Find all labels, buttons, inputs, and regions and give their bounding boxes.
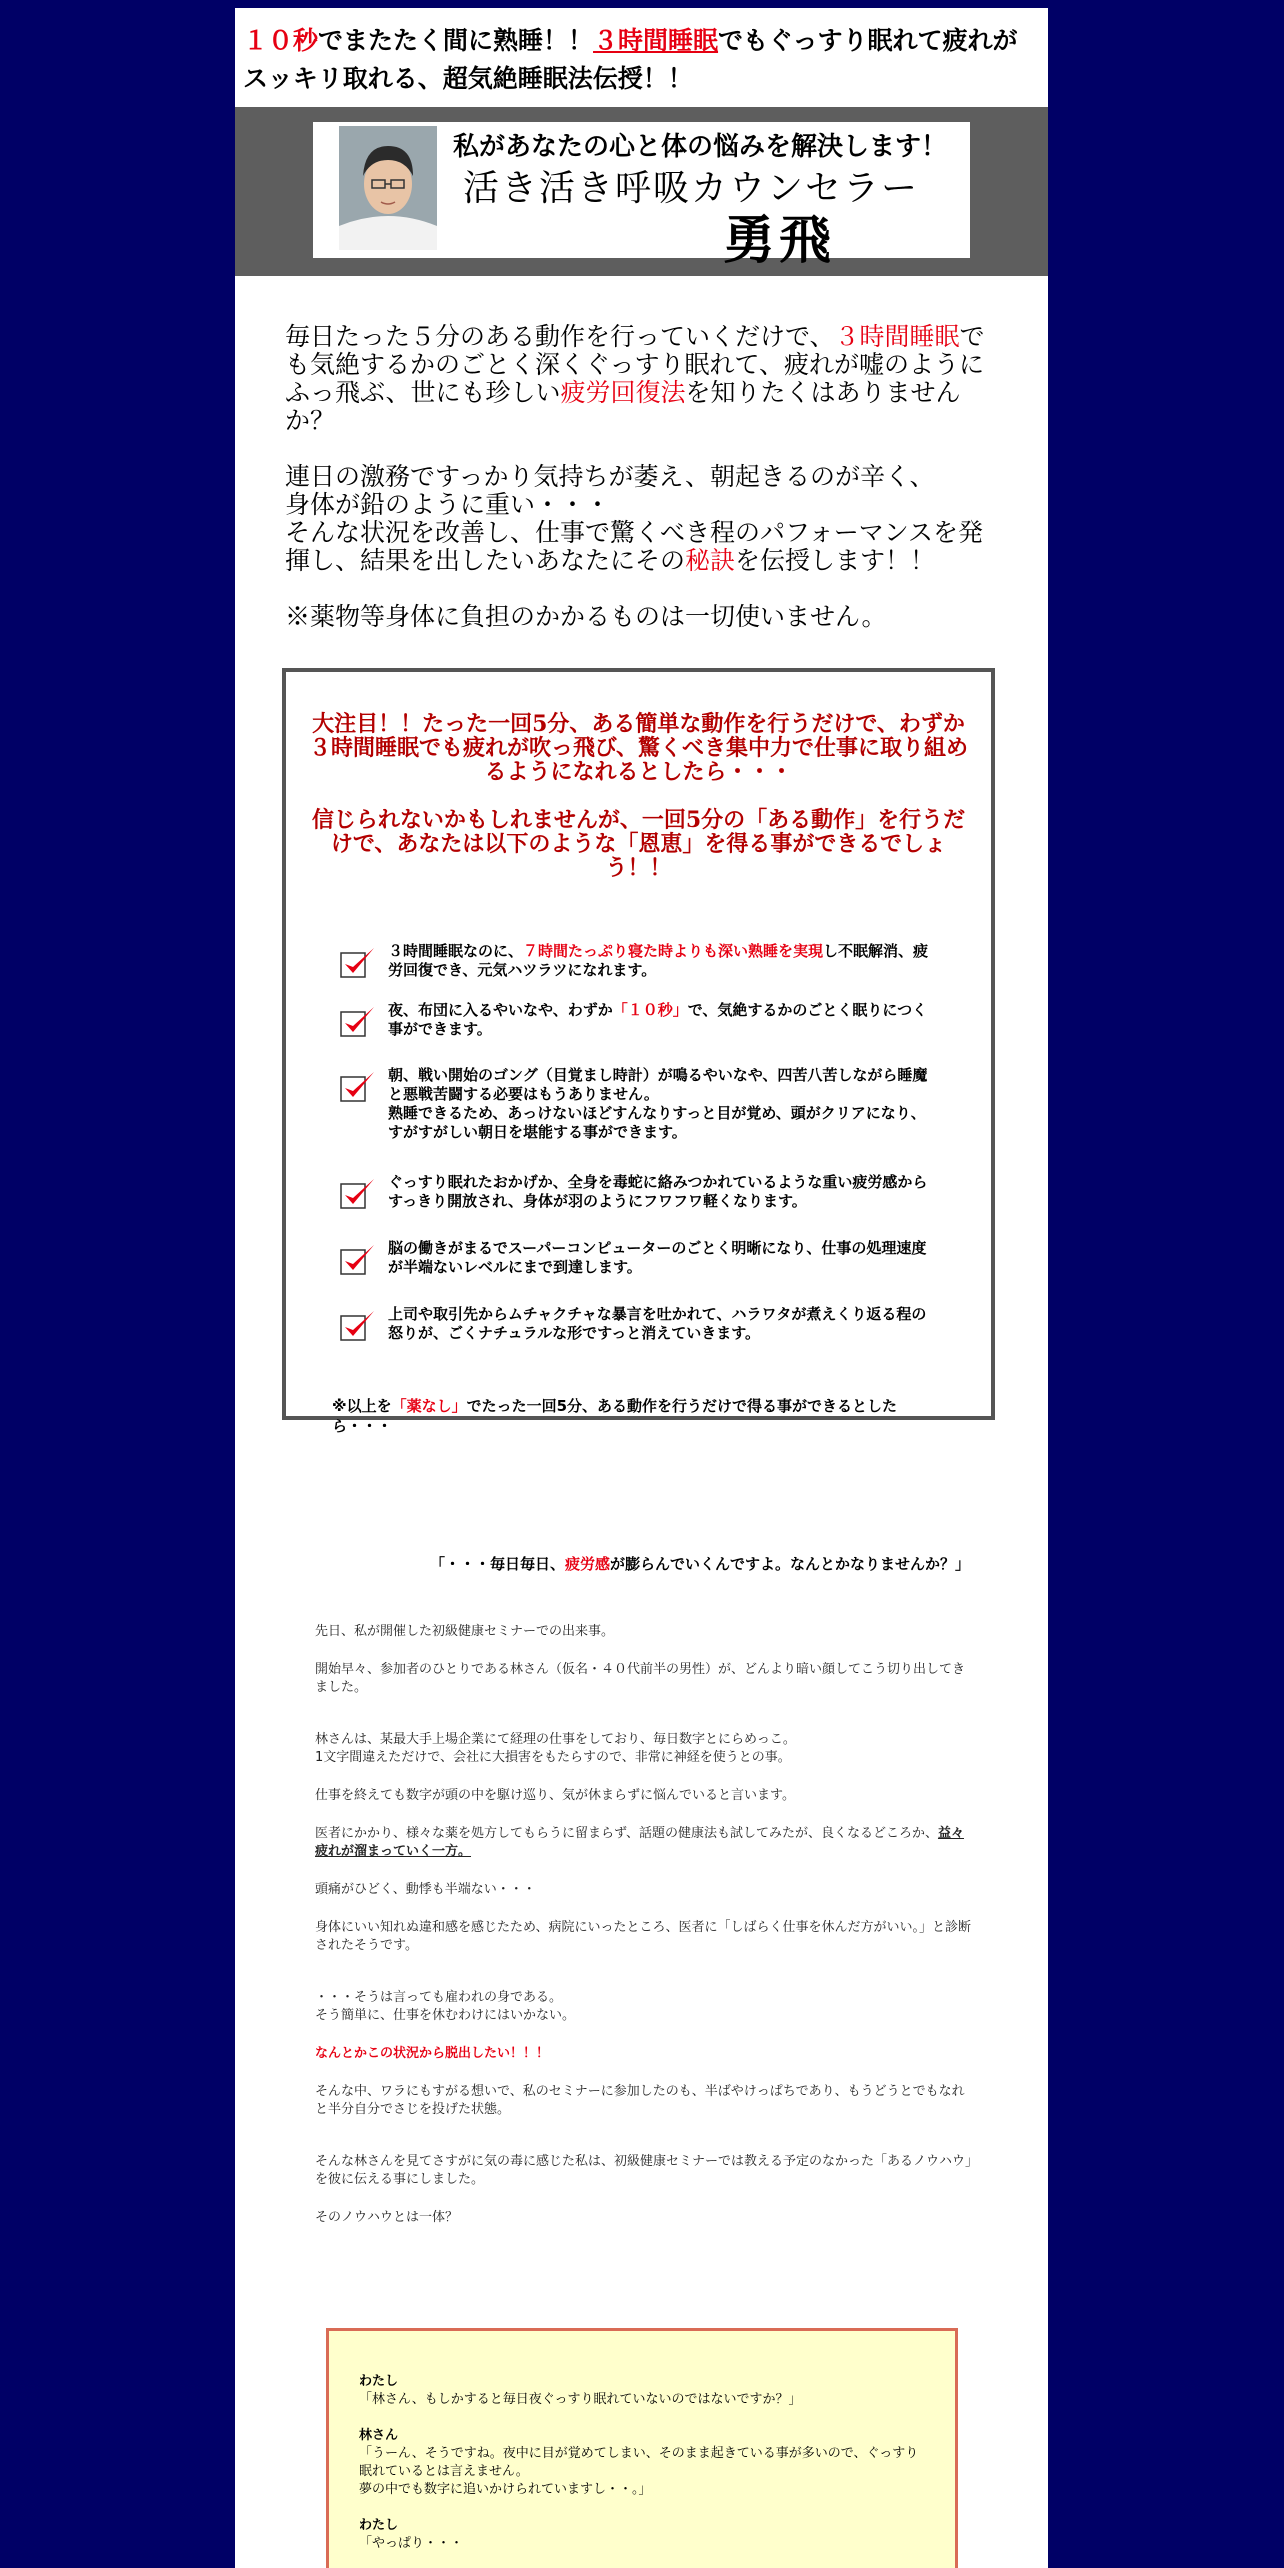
benefits-heading-2: 信じられないかもしれませんが、一回5分の「ある動作」を行うだけで、あなたは以下のような「恩恵」を得る事ができるでしょう！！ <box>311 807 966 881</box>
dialog-turn <box>359 2373 925 2409</box>
banner <box>313 122 970 271</box>
story-paragraph: 開始早々、参加者のひとりである林さん（仮名・４０代前半の男性）が、どんより暗い顔してこう切り出してきました。 <box>315 1662 966 1695</box>
counselor-photo <box>339 126 437 250</box>
checkmark-icon <box>340 946 376 978</box>
speaker-name: わたし <box>359 2518 399 2533</box>
note-text: でたった一回5分、ある動作を行うだけで得る事ができるとしたら・・・ <box>332 1397 898 1435</box>
benefit-text: ぐっすり眠れたおかげか、全身を毒蛇に絡みつかれているような重い疲労感からすっきり開放され、身体が羽のようにフワフワ軽くなります。 <box>388 1173 928 1210</box>
quote-text: が膨らんでいくんですよ。なんとかなりませんか？」 <box>610 1555 971 1573</box>
dialog-line: 夢の中でも数字に追いかけられていますし・・。」 <box>359 2482 652 2497</box>
dialog-line: 「やっぱり・・・ <box>359 2536 464 2551</box>
speaker-name: 林さん <box>359 2428 399 2443</box>
intro-highlight: 秘訣 <box>685 546 736 575</box>
banner-section <box>235 107 1048 276</box>
benefit-text: 上司や取引先からムチャクチャな暴言を吐かれて、ハラワタが煮えくり返る程の怒りが、ごくナチュラルな形ですっと消えていきます。 <box>388 1305 927 1342</box>
intro-highlight: 疲労回復法 <box>560 378 686 407</box>
story-text: 1文字間違えただけで、会社に大損害をもたらすので、非常に神経を使うとの事。 <box>315 1750 791 1765</box>
intro-paragraph-2 <box>285 463 1005 575</box>
checkmark-icon <box>340 1005 376 1037</box>
intro-text: を伝授します！！ <box>735 546 936 575</box>
page <box>235 8 1048 2568</box>
note-highlight: 「薬なし」 <box>391 1397 467 1415</box>
dialog-line: 「うーん、そうですね。夜中に目が覚めてしまい、そのまま起きている事が多いので、ぐっすり眠れているとは言えません。 <box>359 2446 919 2479</box>
story-paragraph: 先日、私が開催した初級健康セミナーでの出来事。 <box>315 1624 615 1639</box>
note-text: ※以上を <box>332 1397 392 1415</box>
dialog-box <box>326 2328 958 2568</box>
story-paragraph: そのノウハウとは一体？ <box>315 2210 459 2225</box>
benefits-box <box>282 668 995 1435</box>
story-underline: 益々疲れが溜まっていく一方。 <box>315 1826 964 1859</box>
intro-text: でも気絶するかのごとく深くぐっすり眠れて、疲れが嘘のようにふっ飛ぶ、世にも珍しい <box>285 322 985 407</box>
banner-name: 勇飛 <box>723 210 836 271</box>
banner-title: 活き活き呼吸カウンセラー <box>463 168 920 209</box>
story-text: ・・・そうは言っても雇われの身である。 <box>315 1990 563 2005</box>
benefit-item <box>340 1066 940 1142</box>
benefit-highlight: 「１０秒」 <box>612 1001 688 1019</box>
story-paragraph <box>315 1825 975 1861</box>
checkmark-icon <box>340 1243 376 1275</box>
benefits-heading-1: 大注目！！たった一回5分、ある簡単な動作を行うだけで、わずか３時間睡眠でも疲れが吹っ飛び、驚くべき集中力で仕事に取り組めるようになれるとしたら・・・ <box>308 711 969 785</box>
story-text: そう簡単に、仕事を休むわけにはいかない。 <box>315 2008 576 2023</box>
story-paragraph: 頭痛がひどく、動悸も半端ない・・・ <box>315 1882 536 1897</box>
banner-tagline: 私があなたの心と体の悩みを解決します！ <box>453 132 948 162</box>
benefits-heading <box>286 712 991 880</box>
benefit-text: ３時間睡眠なのに、 <box>388 942 524 960</box>
checkmark-icon <box>340 1070 376 1102</box>
intro-paragraph-3: ※薬物等身体に負担のかかるものは一切使いません。 <box>285 602 887 631</box>
quote-highlight: 疲労感 <box>565 1555 611 1573</box>
headline-highlight-3h: ３時間睡眠 <box>593 26 719 55</box>
benefit-item <box>340 1173 940 1211</box>
benefit-text: で、気絶するかのごとく眠りにつく事ができます。 <box>388 1001 928 1038</box>
story-text: 医者にかかり、様々な薬を処方してもらうに留まらず、話題の健康法も試してみたが、良くなるどころか、 <box>315 1826 938 1841</box>
headline-text-end: でもぐっすり眠れて疲れがスッキリ取れる、超気絶睡眠法伝授！！ <box>243 26 1018 93</box>
benefits-note <box>332 1396 952 1436</box>
intro-text: 毎日たった５分のある動作を行っていくだけで、 <box>285 322 835 351</box>
benefit-text: 熟睡できるため、あっけないほどすんなりすっと目が覚め、頭がクリアになり、すがすがしい朝日を堪能する事ができます。 <box>388 1104 926 1141</box>
intro <box>285 323 1005 659</box>
story-emphasis: なんとかこの状況から脱出したい！！！ <box>315 2046 550 2061</box>
story-paragraph: 仕事を終えても数字が頭の中を駆け巡り、気が休まらずに悩んでいると言います。 <box>315 1788 795 1803</box>
speaker-name: わたし <box>359 2374 399 2389</box>
story-quote <box>315 1555 975 1573</box>
intro-paragraph-1 <box>285 323 1005 435</box>
story-paragraph: そんな中、ワラにもすがる想いで、私のセミナーに参加したのも、半ばやけっぱちであり、もうどうとでもなれと半分自分でさじを投げた状態。 <box>315 2084 965 2117</box>
benefit-text: 朝、戦い開始のゴング（目覚まし時計）が鳴るやいなや、四苦八苦しながら睡魔と悪戦苦闘する必要はもうありません。 <box>388 1066 928 1103</box>
intro-text: 連日の激務ですっかり気持ちが萎え、朝起きるのが辛く、 <box>285 462 935 491</box>
benefit-item <box>340 942 940 980</box>
dialog-turn <box>359 2517 925 2553</box>
headline-text: でまたたく間に熟睡！！ <box>318 26 594 55</box>
benefit-item <box>340 1305 940 1343</box>
story-paragraph <box>315 1989 975 2025</box>
benefit-list <box>340 942 940 1371</box>
benefit-highlight: ７時間たっぷり寝た時よりも深い熟睡を実現 <box>523 942 824 960</box>
headline <box>235 8 1048 114</box>
quote-text: 「・・・毎日毎日、 <box>430 1555 566 1573</box>
story-paragraph: 身体にいい知れぬ違和感を感じたため、病院にいったところ、医者に「しばらく仕事を休んだ方がいい。」と診断されたそうです。 <box>315 1920 971 1953</box>
benefit-text: 夜、布団に入るやいなや、わずか <box>388 1001 613 1019</box>
story <box>315 1555 975 2247</box>
story-text: 林さんは、某最大手上場企業にて経理の仕事をしており、毎日数字とにらめっこ。 <box>315 1732 796 1747</box>
story-paragraph: そんな林さんを見てさすがに気の毒に感じた私は、初級健康セミナーでは教える予定のなかった「あるノウハウ」を彼に伝える事にしました。 <box>315 2154 972 2187</box>
story-paragraph <box>315 1731 975 1767</box>
intro-text: を知りたくはありませんか？ <box>285 378 961 435</box>
intro-text: 身体が鉛のように重い・・・ <box>285 490 611 519</box>
intro-highlight: ３時間睡眠 <box>834 322 960 351</box>
benefit-item <box>340 1001 940 1039</box>
benefit-text: 脳の働きがまるでスーパーコンピューターのごとく明晰になり、仕事の処理速度が半端ないレベルにまで到達します。 <box>388 1239 927 1276</box>
benefit-item <box>340 1239 940 1277</box>
checkmark-icon <box>340 1309 376 1341</box>
dialog-line: 「林さん、もしかすると毎日夜ぐっすり眠れていないのではないですか？」 <box>359 2392 802 2407</box>
checkmark-icon <box>340 1177 376 1209</box>
intro-text: そんな状況を改善し、仕事で驚くべき程のパフォーマンスを発揮し、結果を出したいあなたにその <box>285 518 984 575</box>
benefit-text: し不眠解消、疲労回復でき、元気ハツラツになれます。 <box>388 942 929 979</box>
headline-highlight-seconds: １０秒 <box>243 26 319 55</box>
dialog-turn <box>359 2427 925 2499</box>
